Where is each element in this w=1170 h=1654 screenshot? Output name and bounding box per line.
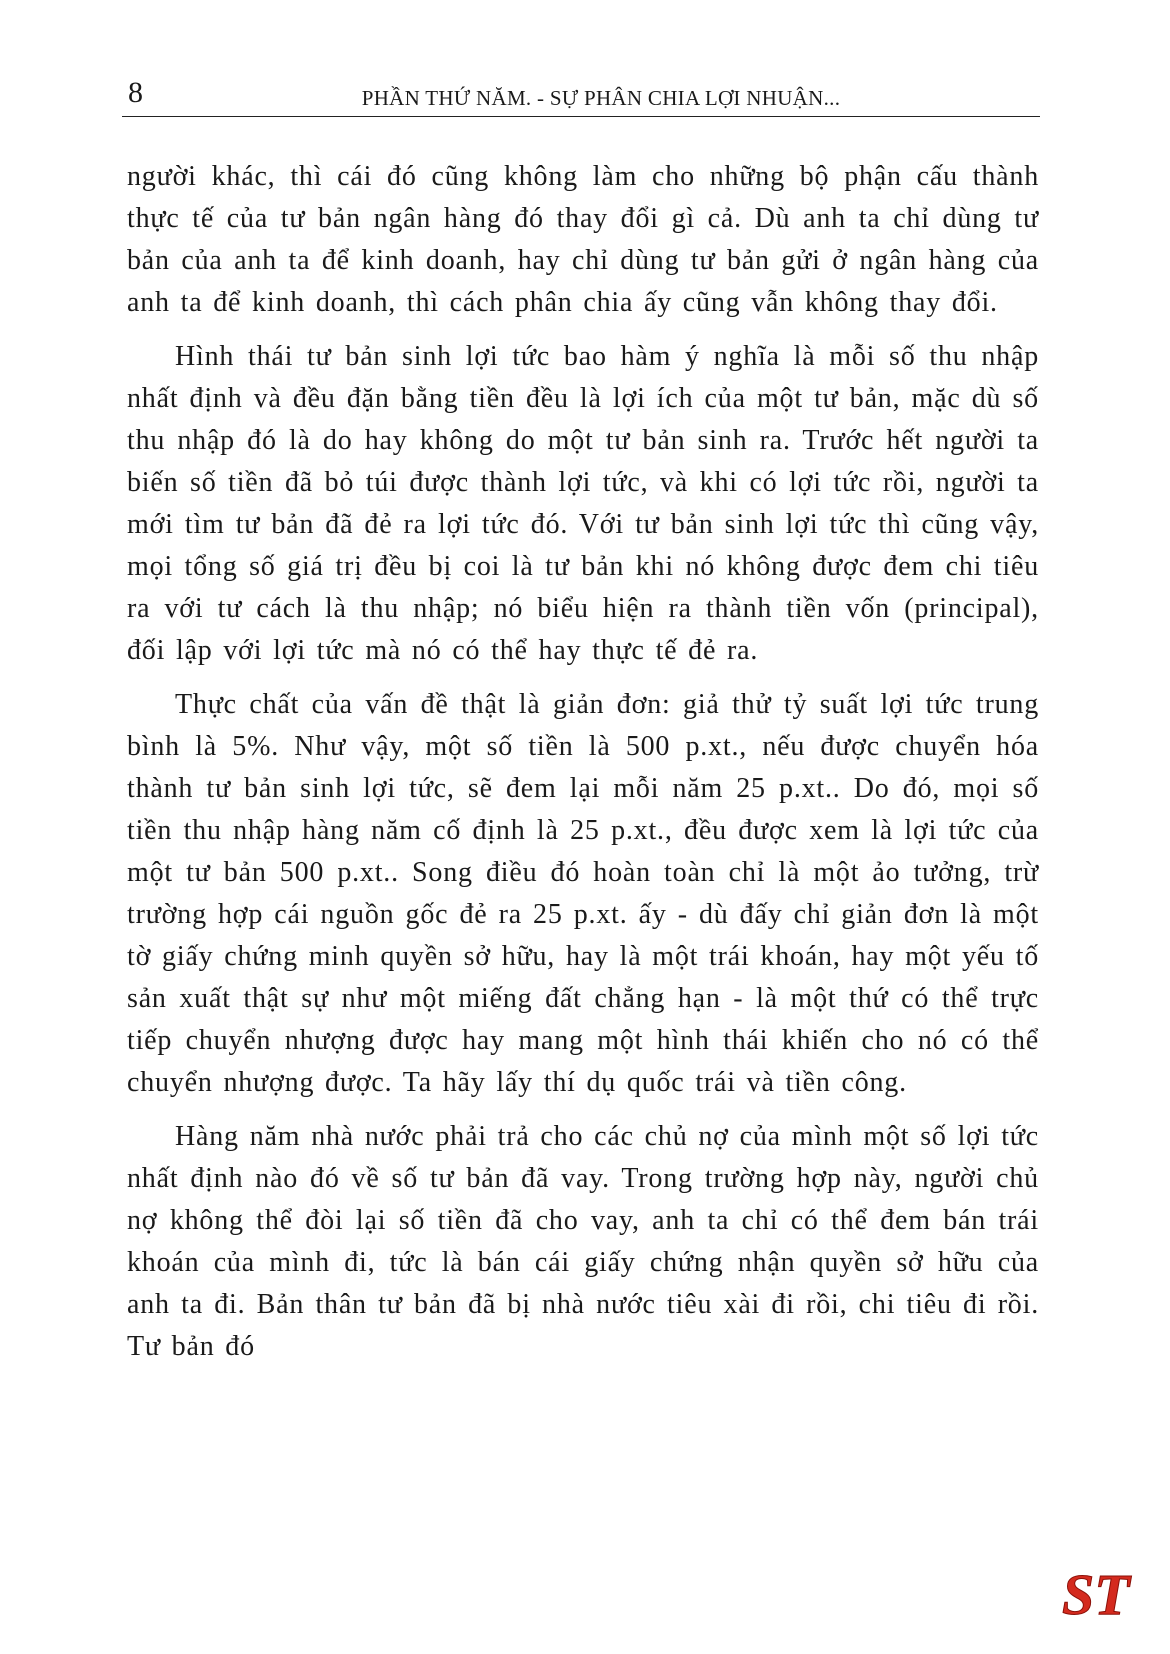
paragraph: Thực chất của vấn đề thật là giản đơn: giả thử tỷ suất lợi tức trung bình là 5%. Như vậy, một số tiền là 500 p.xt., nếu được chuyển hóa thành tư bản sinh lợi tức, sẽ đem lại mỗi năm 25 p.xt.. Do đó, mọi số tiền thu nhập hàng năm cố định là 25 p.xt., đều được xem là lợi tức của một tư bản 500 p.xt.. Song điều đó hoàn toàn chỉ là một ảo tưởng, trừ trường hợp cái nguồn gốc đẻ ra 25 p.xt. ấy - dù đấy chỉ giản đơn là một tờ giấy chứng minh quyền sở hữu, hay là một trái khoán, hay một yếu tố sản xuất thật sự như một miếng đất chẳng hạn - là một thứ có thể trực tiếp chuyển nhượng được hay mang một hình thái khiến cho nó có thể chuyển nhượng được. Ta hãy lấy thí dụ quốc trái và tiền công. <box>127 689 1039 1098</box>
paragraph: Hình thái tư bản sinh lợi tức bao hàm ý nghĩa là mỗi số thu nhập nhất định và đều đặn bằng tiền đều là lợi ích của một tư bản, mặc dù số thu nhập đó là do hay không do một tư bản sinh ra. Trước hết người ta biến số tiền đã bỏ túi được thành lợi tức, và khi có lợi tức rồi, người ta mới tìm tư bản đã đẻ ra lợi tức đó. Với tư bản sinh lợi tức thì cũng vậy, mọi tổng số giá trị đều bị coi là tư bản khi nó không được đem chi tiêu ra với tư cách là thu nhập; nó biểu hiện ra thành tiền vốn (principal), đối lập với lợi tức mà nó có thể hay thực tế đẻ ra. <box>127 341 1039 666</box>
publisher-logo <box>1060 1562 1130 1627</box>
logo-text: ST <box>1062 1562 1130 1627</box>
body-text <box>127 156 1039 1380</box>
running-title: PHẦN THỨ NĂM. - SỰ PHÂN CHIA LỢI NHUẬN... <box>361 86 841 110</box>
paragraph: Hàng năm nhà nước phải trả cho các chủ nợ của mình một số lợi tức nhất định nào đó về số tư bản đã vay. Trong trường hợp này, người chủ nợ không thể đòi lại số tiền đã cho vay, anh ta chỉ có thể đem bán trái khoán của mình đi, tức là bán cái giấy chứng nhận quyền sở hữu của anh ta đi. Bản thân tư bản đã bị nhà nước tiêu xài đi rồi, chi tiêu đi rồi. Tư bản đó <box>127 1121 1039 1362</box>
page-number: 8 <box>128 76 143 109</box>
page-header <box>122 72 1040 117</box>
paragraph: người khác, thì cái đó cũng không làm cho những bộ phận cấu thành thực tế của tư bản ngân hàng đó thay đổi gì cả. Dù anh ta chỉ dùng tư bản của anh ta để kinh doanh, hay chỉ dùng tư bản gửi ở ngân hàng của anh ta để kinh doanh, thì cách phân chia ấy cũng vẫn không thay đổi. <box>127 161 1039 318</box>
